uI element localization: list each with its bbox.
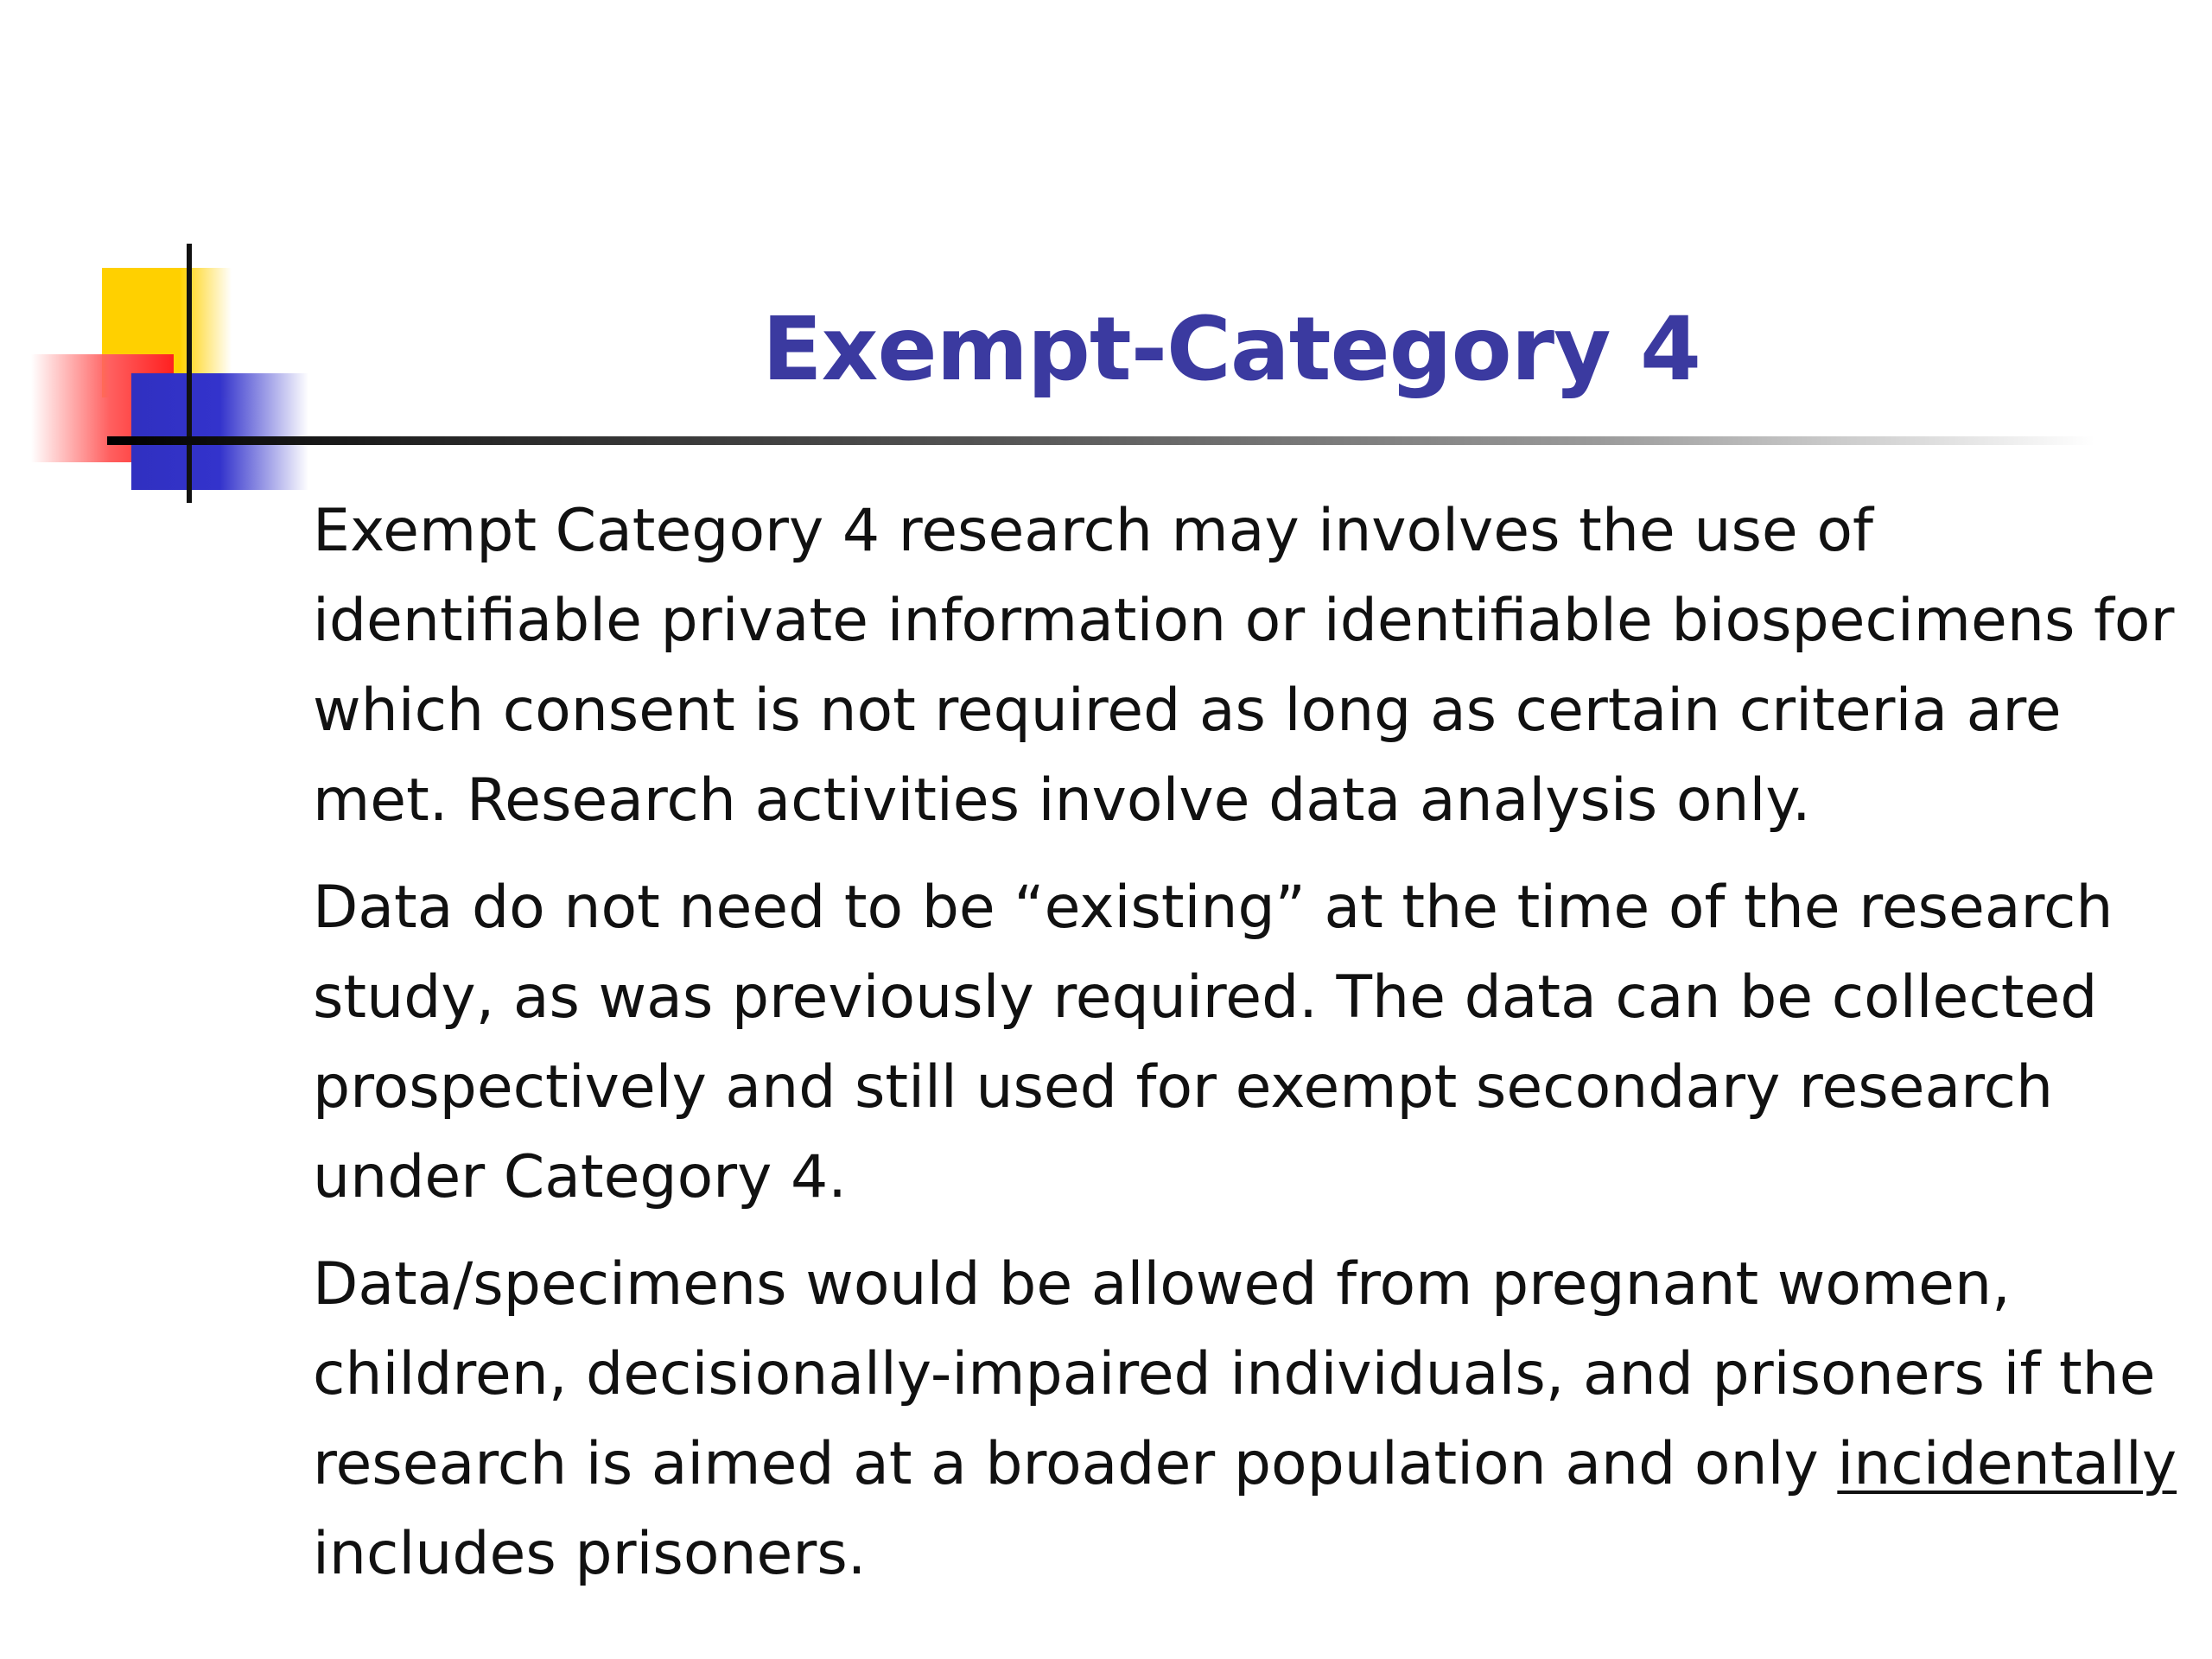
- slide-title: Exempt-Category 4: [761, 298, 1701, 401]
- paragraph-3-text-before: Data/specimens would be allowed from pregnant women, children, decisionally-impaired individuals, and prisoners if the research is aimed at a broader population and only: [313, 1250, 2156, 1498]
- underlined-word: incidentally: [1837, 1430, 2177, 1498]
- blue-square-decoration: [131, 373, 308, 490]
- paragraph-3: [313, 1240, 2188, 1599]
- corner-decoration: [0, 0, 363, 536]
- vertical-rule: [187, 244, 192, 503]
- paragraph-3-text-after: includes prisoners.: [313, 1520, 867, 1588]
- paragraph-1: Exempt Category 4 research may involves the use of identifiable private information or identifiable biospecimens for which consent is not required as long as certain criteria are met. Research activities involve data analysis only.: [313, 497, 2175, 835]
- title-underline-rule: [107, 436, 2094, 445]
- slide-body: [313, 486, 2188, 1617]
- paragraph-2: Data do not need to be “existing” at the time of the research study, as was previously required. The data can be collected prospectively and still used for exempt secondary research under Category 4.: [313, 874, 2113, 1211]
